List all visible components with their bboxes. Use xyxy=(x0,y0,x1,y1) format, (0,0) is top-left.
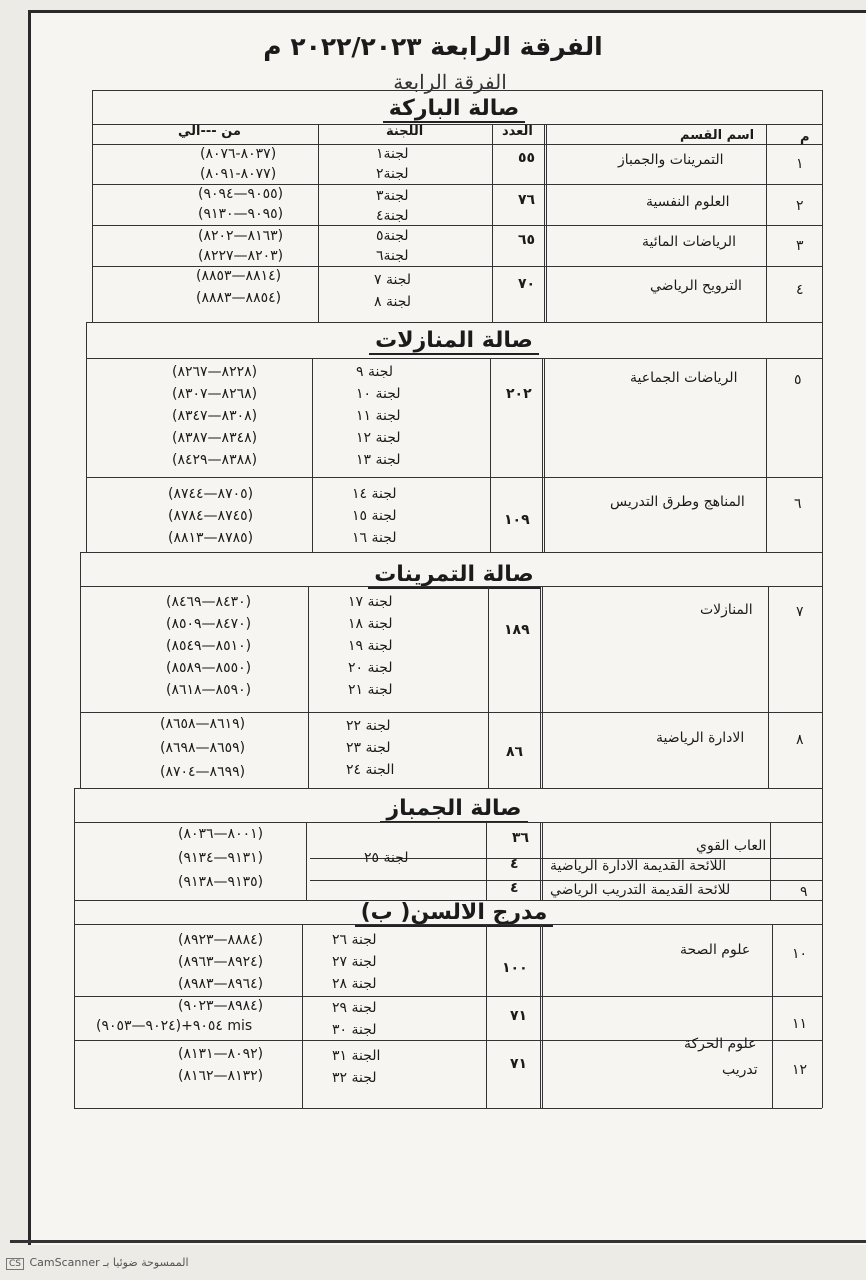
table-cell: لجنة ٢٣ xyxy=(346,740,391,756)
header-committee: اللجنة xyxy=(386,124,424,139)
handwritten-note: الفرقة الرابعة xyxy=(393,70,507,94)
table-cell: (٨٨٨٤—٨٩٢٣) xyxy=(178,932,264,948)
table-cell: ١٠٩ xyxy=(504,512,530,528)
table-cell: لجنة٥ xyxy=(376,228,409,244)
table-cell: الرياضات المائية xyxy=(642,234,736,250)
table-cell: العلوم النفسية xyxy=(646,194,730,210)
camscanner-icon: CS xyxy=(6,1258,24,1270)
table-cell: لجنة ٣٠ xyxy=(332,1022,377,1038)
table-cell: الجنة ٢٤ xyxy=(346,762,395,778)
table-cell: ٥ xyxy=(794,372,802,388)
table-cell: (٨١٦٣—٨٢٠٢) xyxy=(198,228,284,244)
table-cell: لجنة ١١ xyxy=(356,408,401,424)
table-cell: ٧ xyxy=(796,604,804,620)
table-cell: لجنة ١٤ xyxy=(352,486,397,502)
hall-title-alsun: مدرج الالسن( ب) xyxy=(86,900,822,925)
table-cell: لجنة ٣٢ xyxy=(332,1070,377,1086)
table-cell: علوم الصحة xyxy=(680,942,751,958)
table-cell: ٧٠ xyxy=(518,276,536,292)
table-cell: الترويح الرياضي xyxy=(650,278,742,294)
table-cell: ٦ xyxy=(794,496,802,512)
table-cell: لجنة ٧ xyxy=(374,272,412,288)
table-cell: لجنة ١٨ xyxy=(348,616,393,632)
table-cell: لجنة٣ xyxy=(376,188,409,204)
table-cell: (٩٠٥٥—٩٠٩٤) xyxy=(198,186,284,202)
table-cell: لجنة ٢٠ xyxy=(348,660,393,676)
table-cell: (٨٠٣٧-٨٠٧٦) xyxy=(200,146,277,162)
table-cell: (٨٢٦٨—٨٣٠٧) xyxy=(172,386,258,402)
page-bottom-line xyxy=(10,1240,866,1243)
table-cell: الادارة الرياضية xyxy=(656,730,745,746)
table-cell: ٧٦ xyxy=(518,192,536,208)
table-cell: (٨٢٠٣—٨٢٢٧) xyxy=(198,248,284,264)
camscanner-watermark: CS CamScanner الممسوحة ضوئيا بـ xyxy=(6,1256,189,1270)
header-dept: اسم القسم xyxy=(680,128,755,143)
table-cell: (٨٣٤٨—٨٣٨٧) xyxy=(172,430,258,446)
hall-title-baraka: صالة الباركة xyxy=(86,96,822,121)
table-cell: لجنة ٨ xyxy=(374,294,412,310)
table-cell: لجنة ١٢ xyxy=(356,430,401,446)
table-cell: (٨١٣٢—٨١٦٢) xyxy=(178,1068,264,1084)
table-cell: العاب القوي xyxy=(696,838,767,854)
table-cell: (٨٥٩٠—٨٦١٨) xyxy=(166,682,252,698)
table-cell: (٨٦٩٩—٨٧٠٤) xyxy=(160,764,246,780)
hall-title-gymbaz: صالة الجمباز xyxy=(86,796,822,821)
table-cell: لجنة ٢٢ xyxy=(346,718,391,734)
table-cell: (٨٠٩٢—٨١٣١) xyxy=(178,1046,264,1062)
table-cell: ٨ xyxy=(796,732,804,748)
table-cell: لجنة٦ xyxy=(376,248,409,264)
table-cell: لجنة٤ xyxy=(376,208,409,224)
table-cell: ١٠٠ xyxy=(502,960,528,976)
table-cell: (٨٤٧٠—٨٥٠٩) xyxy=(166,616,252,632)
table-cell: ٩ xyxy=(800,884,808,900)
table-cell: (٨٦٥٩—٨٦٩٨) xyxy=(160,740,246,756)
table-cell: ٣ xyxy=(796,238,804,254)
hall-title-tamreenat: صالة التمرينات xyxy=(86,562,822,587)
table-cell: لجنة ١٠ xyxy=(356,386,401,402)
table-cell: لجنة٢ xyxy=(376,166,409,182)
table-cell: (٨٠٠١—٨٠٣٦) xyxy=(178,826,264,842)
table-cell: المناهج وطرق التدريس xyxy=(610,494,745,510)
table-cell: ١٨٩ xyxy=(504,622,530,638)
table-cell: ١ xyxy=(796,156,804,172)
table-cell: لجنة ١٦ xyxy=(352,530,397,546)
table-cell: لجنة ١٧ xyxy=(348,594,393,610)
table-cell: (٨٧٤٥—٨٧٨٤) xyxy=(168,508,254,524)
table-cell: لجنة١ xyxy=(376,146,409,162)
header-m: م xyxy=(800,130,810,145)
table-cell: ٣٦ xyxy=(512,830,530,846)
table-cell: الرياضات الجماعية xyxy=(630,370,738,386)
table-cell: المنازلات xyxy=(700,602,753,618)
table-cell: لجنة ١٥ xyxy=(352,508,397,524)
table-cell: (٨٧٨٥—٨٨١٣) xyxy=(168,530,254,546)
table-cell: ٨٦ xyxy=(506,744,524,760)
header-count: العدد xyxy=(502,124,533,139)
table-cell: التمرينات والجمباز xyxy=(618,152,724,168)
table-cell: ٢ xyxy=(796,198,804,214)
table-cell: (٨٦١٩—٨٦٥٨) xyxy=(160,716,246,732)
table-cell: mis ٩٠٥٤+(٩٠٢٤—٩٠٥٣) xyxy=(96,1018,253,1034)
table-cell: (٨٣٠٨—٨٣٤٧) xyxy=(172,408,258,424)
table-cell: (٨٣٨٨—٨٤٢٩) xyxy=(172,452,258,468)
table-cell: (٨٩٦٤—٨٩٨٣) xyxy=(178,976,264,992)
table-cell: (٨٩٢٤—٨٩٦٣) xyxy=(178,954,264,970)
table-cell: (٨٧٠٥—٨٧٤٤) xyxy=(168,486,254,502)
table-cell: (٨٨١٤—٨٨٥٣) xyxy=(196,268,282,284)
table-cell: ٧١ xyxy=(510,1056,528,1072)
table-cell: لجنة ٢٧ xyxy=(332,954,377,970)
table-cell: (٨٤٣٠—٨٤٦٩) xyxy=(166,594,252,610)
paper-sheet xyxy=(28,10,866,1245)
table-cell: (٩١٣٥—٩١٣٨) xyxy=(178,874,264,890)
table-cell: للائحة القديمة التدريب الرياضي xyxy=(550,882,731,898)
table-cell: لجنة ٩ xyxy=(356,364,394,380)
table-cell: لجنة ٢٥ xyxy=(364,850,409,866)
table-cell: لجنة ٢٩ xyxy=(332,1000,377,1016)
table-cell: ٤ xyxy=(510,856,519,872)
table-cell: لجنة ١٩ xyxy=(348,638,393,654)
table-cell: (٨٢٢٨—٨٢٦٧) xyxy=(172,364,258,380)
table-cell: ١٠ xyxy=(792,946,808,962)
table-cell: (٨٨٥٤—٨٨٨٣) xyxy=(196,290,282,306)
table-cell: ٥٥ xyxy=(518,150,536,166)
table-cell: (٨٩٨٤—٩٠٢٣) xyxy=(178,998,264,1014)
table-cell: علوم الحركة xyxy=(684,1036,757,1052)
table-cell: ١١ xyxy=(792,1016,808,1032)
table-cell: (٨٥١٠—٨٥٤٩) xyxy=(166,638,252,654)
table-cell: (٨٠٧٧-٨٠٩١) xyxy=(200,166,277,182)
page-title: الفرقة الرابعة ٢٠٢٢/٢٠٢٣ م xyxy=(263,32,603,61)
table-cell: (٩١٣١—٩١٣٤) xyxy=(178,850,264,866)
table-cell: لجنة ٢٨ xyxy=(332,976,377,992)
table-cell: ٦٥ xyxy=(518,232,536,248)
table-cell: ٢٠٢ xyxy=(506,386,532,402)
table-cell: الجنة ٣١ xyxy=(332,1048,381,1064)
table-cell: (٩٠٩٥—٩١٣٠) xyxy=(198,206,284,222)
table-cell: ٤ xyxy=(796,282,804,298)
table-cell: اللائحة القديمة الادارة الرياضية xyxy=(550,858,727,874)
table-cell: ١٢ xyxy=(792,1062,808,1078)
table-cell: لجنة ٢٦ xyxy=(332,932,377,948)
table-cell: ٧١ xyxy=(510,1008,528,1024)
hall-title-monazalat: صالة المنازلات xyxy=(86,328,822,353)
table-cell: لجنة ٢١ xyxy=(348,682,393,698)
table-cell: تدريب xyxy=(722,1062,758,1078)
header-range: من ---الي xyxy=(178,124,241,139)
table-cell: لجنة ١٣ xyxy=(356,452,401,468)
table-cell: (٨٥٥٠—٨٥٨٩) xyxy=(166,660,252,676)
table-cell: ٤ xyxy=(510,880,519,896)
